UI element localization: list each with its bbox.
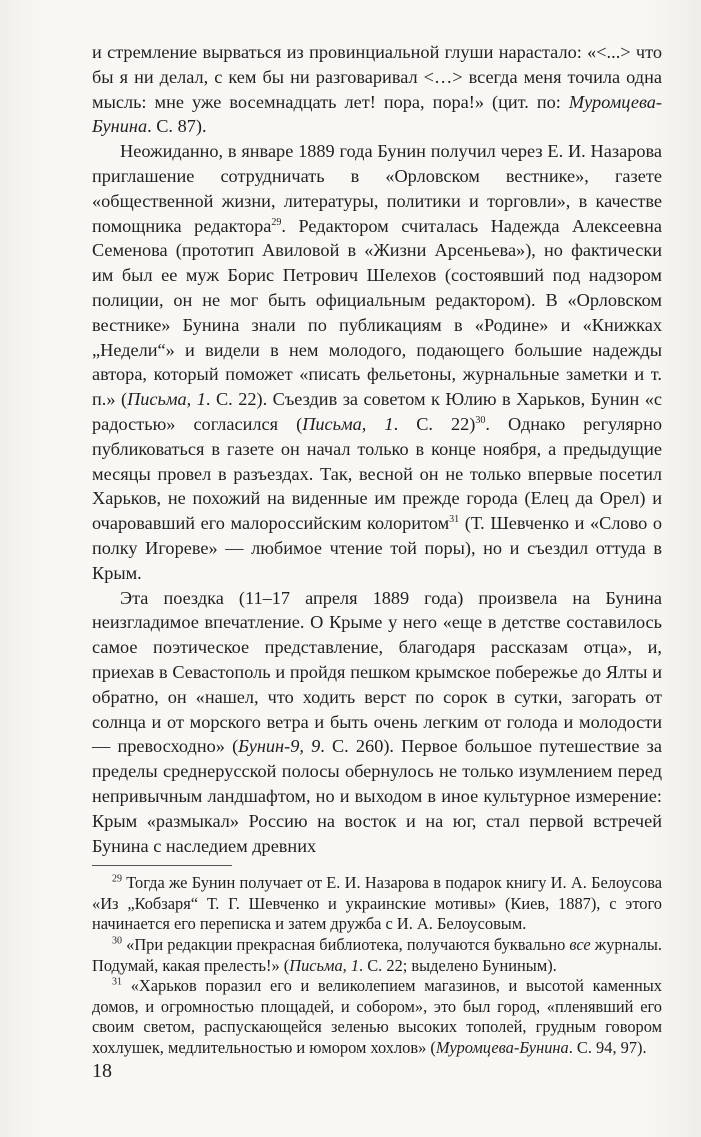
italic-reference: Письма, 1	[289, 955, 360, 975]
text-run: . С. 87).	[147, 116, 207, 137]
paragraph-3	[92, 586, 662, 859]
paragraph-1	[92, 40, 662, 139]
italic-reference: Письма, 1	[127, 389, 206, 410]
footnote-30	[92, 935, 662, 976]
text-run: . Редактором считалась Надежда Алексеевна Семенова (прототип Авиловой в «Жизни Арсеньева»), но фактически им был ее муж Борис Петрович Шелехов (состоявший под надзором полиции, он не мог быть официальным редактором). В «Орловском вестнике» Бунина знали по публикациям в «Родине» и «Книжках „Недели“» и видели в нем молодого, подающего большие надежды автора, который поможет «писать фельетоны, журнальные заметки и т. п.» (	[92, 215, 662, 410]
italic-reference: Бунин-9, 9	[238, 736, 321, 757]
text-run: журналы. Подумай, какая прелесть!» (	[92, 935, 662, 975]
footnote-ref: 31	[449, 514, 460, 526]
text-run: Эта поездка (11–17 апреля 1889 года) произвела на Бунина неизгладимое впечатление. О Крыме у него «еще в детстве составилось самое поэтическое представление, благодаря рассказам отца», и, приехав в Севастополь и пройдя пешком крымское побережье до Ялты и обратно, он «нашел, что ходить верст по сорок в сутки, загорать от солнца и от морского ветра и быть очень легким от голода и молодости — превосходно» (	[92, 587, 662, 757]
text-run: «При редакции прекрасная библиотека, получаются буквально	[122, 935, 570, 955]
paragraph-2	[92, 139, 662, 585]
text-run: . Однако регулярно публиковаться в газете он начал только в конце ноября, а предыдущие месяцы провел в разъездах. Так, весной он не только впервые посетил Харьков, не похожий на виденные им прежде города (Елец да Орел) и очаровавший его малороссийским колоритом	[92, 413, 662, 534]
italic-reference: Письма, 1	[302, 413, 394, 434]
text-run: . С. 22)	[393, 413, 476, 434]
italic-reference: Муромцева-Бунина	[92, 91, 662, 137]
footnote-29	[92, 873, 662, 935]
text-block	[92, 40, 662, 1059]
footnote-divider	[92, 865, 232, 866]
text-run: Неожиданно, в январе 1889 года Бунин получил через Е. И. Назарова приглашение сотрудничать в «Орловском вестнике», газете «общественной жизни, литературы, политики и торговли», в качестве помощника редактора	[92, 141, 662, 236]
text-run: Тогда же Бунин получает от Е. И. Назарова в подарок книгу И. А. Белоусова «Из „Кобзаря“ Т. Г. Шевченко и украинские мотивы» (Киев, 1887), с этого начинается его переписка и затем дружба с И. А. Белоусовым.	[92, 873, 662, 934]
page-number: 18	[92, 1060, 112, 1082]
footnotes	[92, 873, 662, 1058]
text-run: (Т. Шевченко и «Слово о полку Игореве» — любимое чтение той поры), но и съездил оттуда в Крым.	[92, 513, 662, 583]
text-run: «Харьков поразил его и великолепием магазинов, и высотой каменных домов, и огромностью площадей, и собором», это был город, «пленявший его своим светом, распускающейся зеленью высоких тополей, грудным говором хохлушек, медлительностью и юмором хохлов» (	[92, 976, 662, 1058]
footnote-ref: 30	[112, 935, 122, 947]
footnote-31	[92, 976, 662, 1058]
footnote-ref: 29	[271, 216, 282, 228]
text-run: . С. 260). Первое большое путешествие за пределы среднерусской полосы обернулось не только изумлением перед непривычным ландшафтом, но и выходом в иное культурное измерение: Крым «размыкал» Россию на восток и на юг, стал первой встречей Бунина с наследием древних	[92, 736, 662, 856]
footnote-ref: 30	[475, 414, 486, 426]
text-run: и стремление вырваться из провинциальной глуши нарастало: «<...> что бы я ни делал, с кем бы ни разговаривал <…> всегда меня точила одна мысль: мне уже восемнадцать лет! пора, пора!» (цит. по:	[92, 42, 662, 112]
text-run: . С. 22). Съездив за советом к Юлию в Харьков, Бунин «с радостью» согласился (	[92, 389, 662, 434]
footnote-ref: 29	[112, 873, 122, 885]
italic-reference: Муромцева-Бунина	[435, 1038, 569, 1058]
text-run: . С. 22; выделено Буниным).	[359, 955, 557, 975]
footnote-ref: 31	[112, 976, 122, 988]
text-run: . С. 94, 97).	[568, 1038, 647, 1058]
main-text	[92, 40, 662, 858]
italic-reference: все	[569, 935, 591, 955]
